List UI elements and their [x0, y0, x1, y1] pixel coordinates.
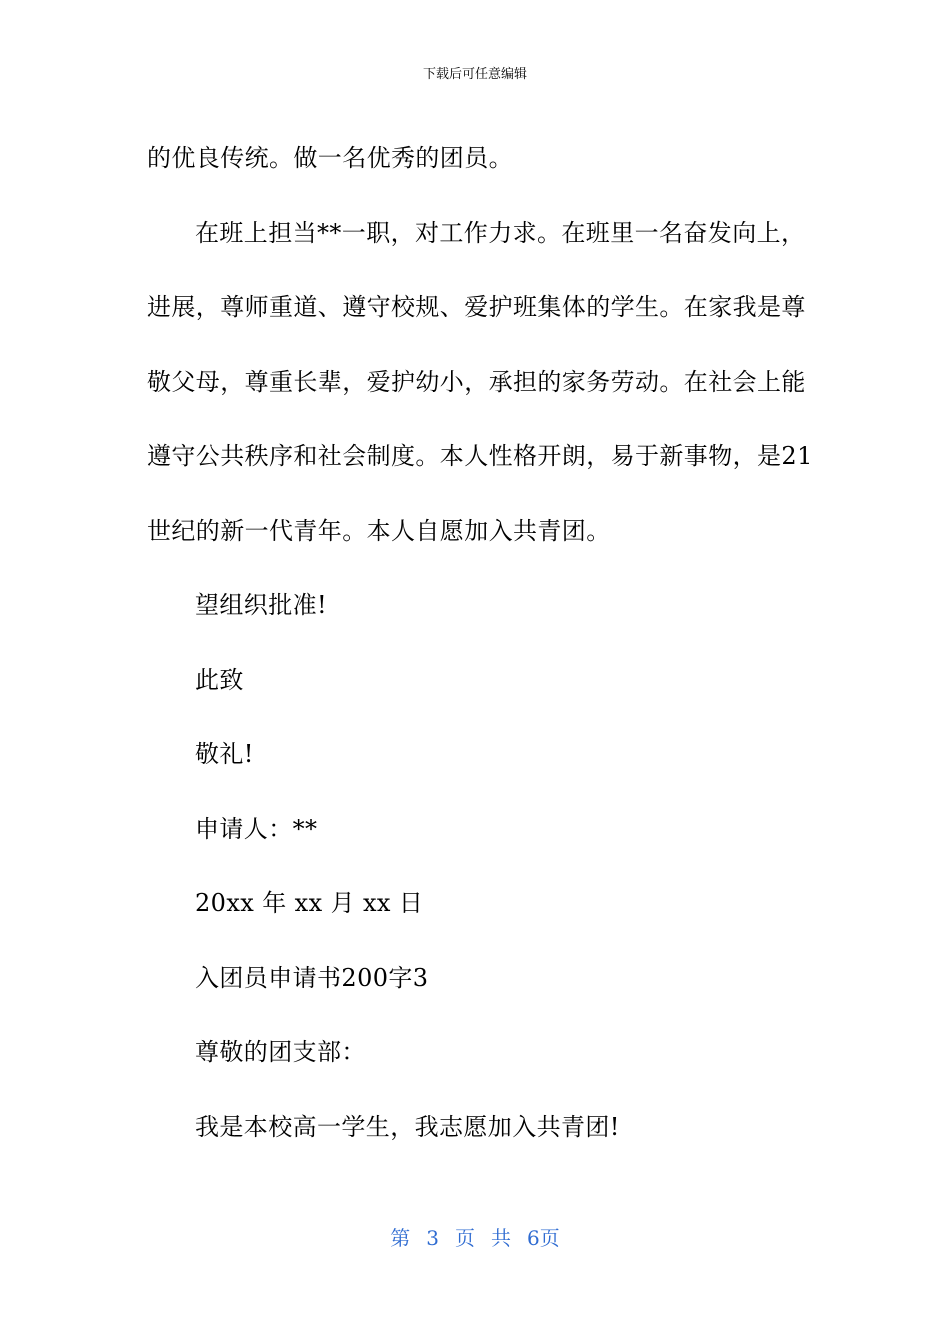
paragraph-line: 我是本校高一学生，我志愿加入共青团! — [195, 1112, 620, 1141]
footer-label-prefix: 第 — [390, 1226, 411, 1250]
footer-label-page: 页 — [455, 1226, 475, 1250]
footer-label-total: 共 — [491, 1226, 511, 1250]
salutation-line: 敬礼! — [195, 740, 254, 768]
section-title: 入团员申请书200字3 — [195, 963, 429, 992]
paragraph-line: 在班上担当**一职，对工作力求。在班里一名奋发向上， — [195, 218, 806, 247]
paragraph-line: 遵守公共秩序和社会制度。本人性格开朗，易于新事物，是21 — [147, 442, 813, 470]
paragraph-line: 敬父母，尊重长辈，爱护幼小，承担的家务劳动。在社会上能 — [147, 367, 806, 396]
paragraph-line: 世纪的新一代青年。本人自愿加入共青团。 — [147, 516, 611, 545]
page-footer — [0, 1224, 950, 1252]
paragraph-line: 的优良传统。做一名优秀的团员。 — [147, 144, 513, 172]
footer-total-pages: 6页 — [527, 1226, 560, 1250]
footer-current-page: 3 — [426, 1226, 439, 1250]
page-header-note: 下载后可任意编辑 — [422, 67, 527, 82]
closing-request: 望组织批准! — [195, 591, 328, 619]
greeting-line: 尊敬的团支部： — [195, 1038, 366, 1066]
paragraph-line: 进展，尊师重道、遵守校规、爱护班集体的学生。在家我是尊 — [147, 293, 806, 321]
document-body — [147, 121, 813, 1164]
salutation-line: 此致 — [195, 665, 244, 694]
date-line: 20xx 年 xx 月 xx 日 — [195, 889, 424, 917]
applicant-line: 申请人：** — [195, 814, 318, 843]
